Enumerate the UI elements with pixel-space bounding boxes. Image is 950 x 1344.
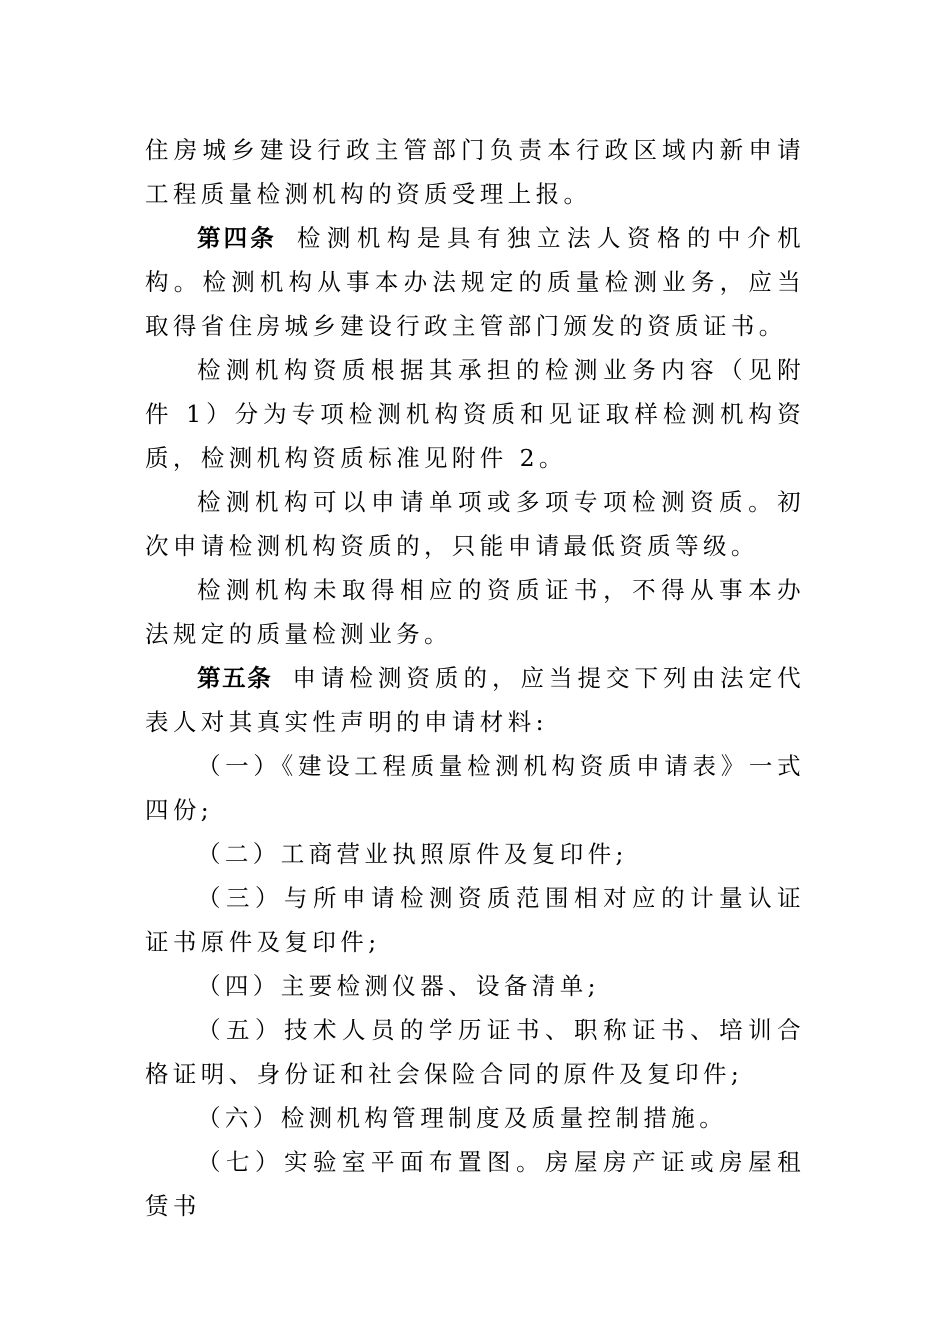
list-item-text: （一）《建设工程质量检测机构资质申请表》一式四份; (145, 752, 805, 824)
paragraph (145, 480, 805, 568)
list-item-text: （四）主要检测仪器、设备清单; (197, 972, 600, 1000)
list-item (145, 876, 805, 964)
paragraph-continuation (145, 128, 805, 216)
paragraph-text: 检测机构未取得相应的资质证书，不得从事本办法规定的质量检测业务。 (145, 576, 805, 648)
document-body (145, 128, 805, 1228)
list-item (145, 744, 805, 832)
paragraph-text: 检测机构是具有独立法人资格的中介机构。检测机构从事本办法规定的质量检测业务，应当取得省住房城乡建设行政主管部门颁发的资质证书。 (145, 224, 806, 340)
paragraph-text: 检测机构资质根据其承担的检测业务内容（见附件 1）分为专项检测机构资质和见证取样检测机构资质，检测机构资质标准见附件 2。 (145, 356, 805, 472)
list-item-text: （六）检测机构管理制度及质量控制措施。 (197, 1104, 728, 1132)
list-item-text: （三）与所申请检测资质范围相对应的计量认证证书原件及复印件; (145, 884, 805, 956)
paragraph-text: 申请检测资质的，应当提交下列由法定代表人对其真实性声明的申请材料: (145, 664, 806, 736)
paragraph (145, 348, 805, 480)
list-item (145, 1008, 805, 1096)
list-item (145, 1140, 805, 1228)
paragraph (145, 568, 805, 656)
article-number: 第四条 (197, 224, 277, 252)
article-4-paragraph (145, 216, 805, 348)
paragraph-text: 住房城乡建设行政主管部门负责本行政区域内新申请工程质量检测机构的资质受理上报。 (145, 136, 805, 208)
article-number: 第五条 (197, 664, 273, 692)
list-item (145, 832, 805, 876)
list-item-text: （七）实验室平面布置图。房屋房产证或房屋租赁书 (145, 1148, 805, 1220)
paragraph-text: 检测机构可以申请单项或多项专项检测资质。初次申请检测机构资质的，只能申请最低资质等级。 (145, 488, 805, 560)
list-item-text: （二）工商营业执照原件及复印件; (197, 840, 628, 868)
article-5-paragraph (145, 656, 805, 744)
list-item (145, 964, 805, 1008)
list-item (145, 1096, 805, 1140)
list-item-text: （五）技术人员的学历证书、职称证书、培训合格证明、身份证和社会保险合同的原件及复印件; (145, 1016, 805, 1088)
